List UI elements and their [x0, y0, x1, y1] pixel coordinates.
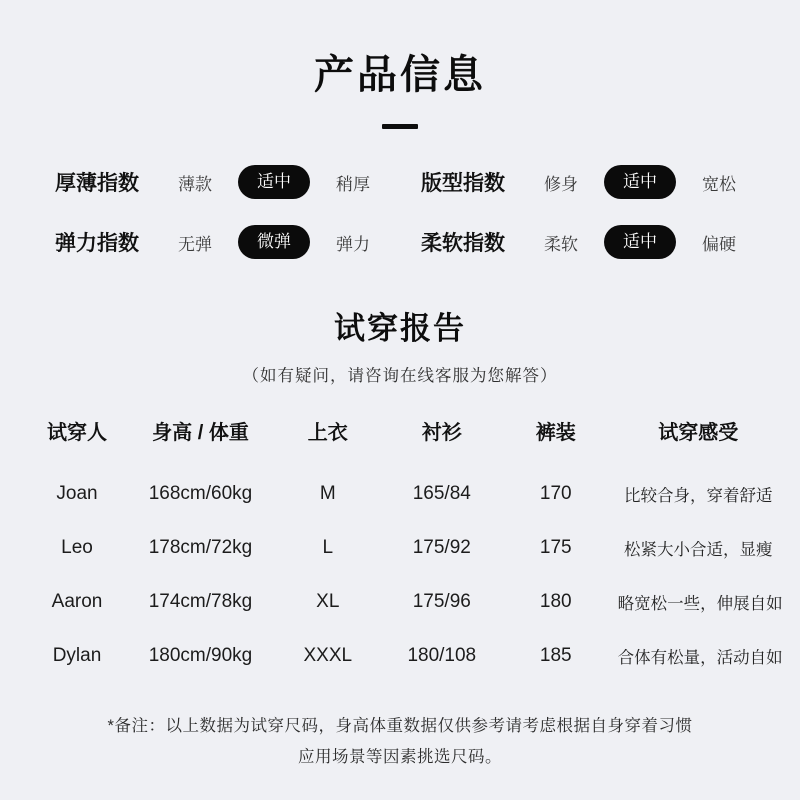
- cell-height-weight: 178cm/72kg: [148, 536, 253, 558]
- index-option-selected: 适中: [604, 225, 676, 259]
- cell-height-weight: 174cm/78kg: [148, 590, 253, 612]
- table-row: [20, 575, 780, 629]
- index-option: 柔软: [544, 234, 578, 254]
- column-header-height-weight: 身高 / 体重: [152, 421, 249, 444]
- index-label: 版型指数: [421, 172, 505, 195]
- index-label: 厚薄指数: [55, 172, 139, 195]
- index-label: 弹力指数: [55, 232, 139, 255]
- index-option: 薄款: [178, 174, 212, 194]
- table-row: [20, 629, 780, 683]
- index-group-elasticity: [55, 225, 383, 259]
- report-title: 试穿报告: [334, 311, 466, 346]
- cell-pants: 180: [539, 590, 572, 612]
- report-subtitle: （如有疑问，请咨询在线客服为您解答）: [242, 366, 558, 385]
- cell-pants: 170: [539, 482, 572, 504]
- column-header-top: 上衣: [307, 421, 348, 444]
- index-option: 稍厚: [336, 174, 370, 194]
- cell-pants: 175: [539, 536, 572, 558]
- table-row: [20, 467, 780, 521]
- index-option: 宽松: [702, 174, 736, 194]
- index-option: 弹力: [336, 234, 370, 254]
- page-title: 产品信息: [314, 53, 486, 97]
- cell-tester: Dylan: [52, 644, 102, 666]
- cell-pants: 185: [539, 644, 572, 666]
- cell-shirt: 180/108: [407, 644, 477, 666]
- cell-feeling: 比较合身，穿着舒适: [624, 486, 773, 505]
- index-option-selected: 适中: [238, 165, 310, 199]
- footnote: [0, 711, 800, 774]
- footnote-line-2: 应用场景等因素挑选尺码。: [298, 747, 502, 766]
- title-divider: [382, 124, 418, 129]
- column-header-feeling: 试穿感受: [658, 421, 739, 444]
- table-header-row: [20, 416, 780, 467]
- index-section: [0, 165, 800, 259]
- cell-top: XXXL: [303, 644, 353, 666]
- cell-feeling: 略宽松一些，伸展自如: [617, 594, 783, 613]
- fit-report-table: [20, 416, 783, 683]
- index-option: 修身: [544, 174, 578, 194]
- index-option: 无弹: [178, 234, 212, 254]
- cell-tester: Leo: [61, 536, 93, 558]
- cell-feeling: 松紧大小合适，显瘦: [624, 540, 773, 559]
- footnote-line-1: *备注：以上数据为试穿尺码，身高体重数据仅供参考请考虑根据自身穿着习惯: [107, 716, 693, 735]
- cell-shirt: 165/84: [412, 482, 471, 504]
- cell-height-weight: 180cm/90kg: [148, 644, 253, 666]
- table-row: [20, 521, 780, 575]
- cell-top: M: [319, 482, 336, 504]
- cell-tester: Joan: [56, 482, 98, 504]
- index-option-selected: 微弹: [238, 225, 310, 259]
- cell-feeling: 合体有松量，活动自如: [617, 648, 783, 667]
- cell-tester: Aaron: [51, 590, 103, 612]
- index-label: 柔软指数: [421, 232, 505, 255]
- cell-shirt: 175/96: [412, 590, 471, 612]
- index-option-selected: 适中: [604, 165, 676, 199]
- index-group-thickness: [55, 165, 383, 199]
- index-group-softness: [421, 225, 749, 259]
- cell-shirt: 175/92: [412, 536, 471, 558]
- cell-top: L: [322, 536, 334, 558]
- cell-top: XL: [316, 590, 340, 612]
- index-group-fit: [421, 165, 749, 199]
- column-header-shirt: 衬衫: [421, 421, 462, 444]
- cell-height-weight: 168cm/60kg: [148, 482, 253, 504]
- column-header-tester: 试穿人: [47, 421, 107, 444]
- index-option: 偏硬: [702, 234, 736, 254]
- column-header-pants: 裤装: [535, 421, 576, 444]
